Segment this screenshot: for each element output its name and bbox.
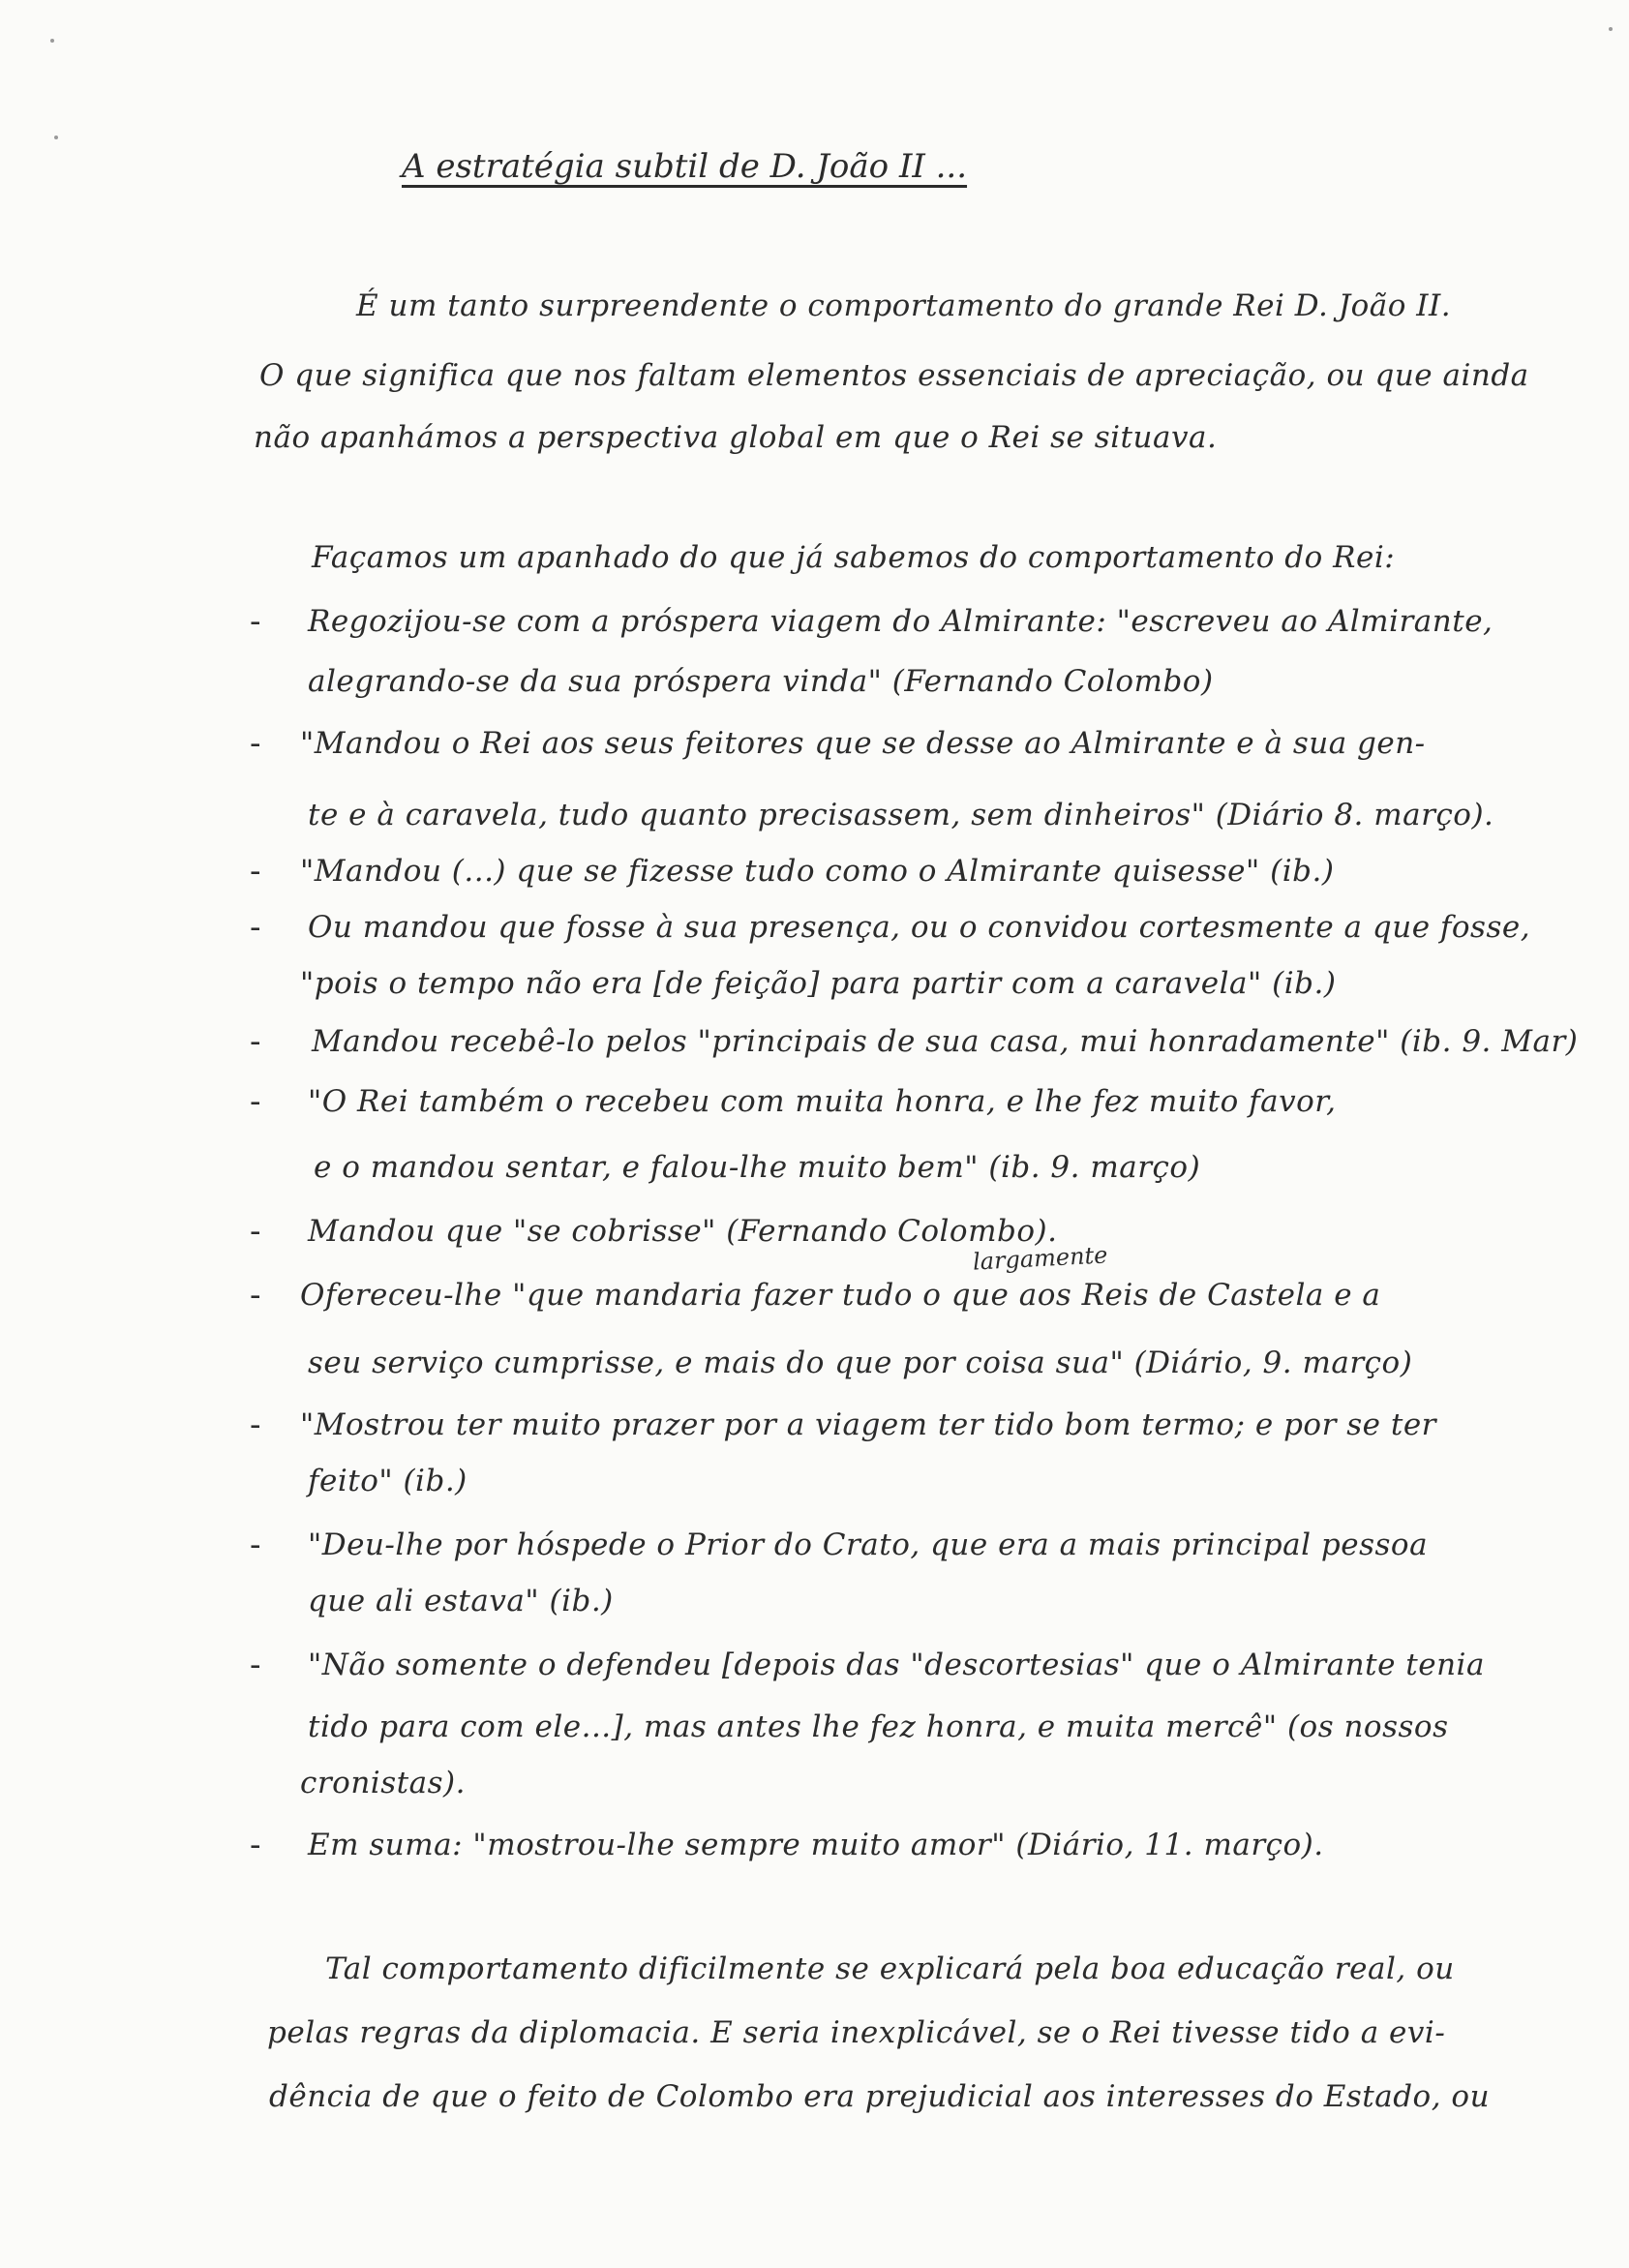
list-item-line: feito" (ib.) [308, 1464, 468, 1498]
list-item-line: Regozijou-se com a próspera viagem do Almirante: "escreveu ao Almirante, [308, 604, 1493, 639]
bullet-dash: - [250, 1022, 261, 1061]
paragraph-line: não apanhámos a perspectiva global em que o Rei se situava. [254, 420, 1218, 455]
list-item-line: "Mostrou ter muito prazer por a viagem ter tido bom termo; e por se ter [300, 1407, 1436, 1442]
summary-intro: Façamos um apanhado do que já sabemos do comportamento do Rei: [312, 540, 1396, 575]
bullet-dash: - [250, 1526, 261, 1564]
paragraph-line: O que significa que nos faltam elementos essenciais de apreciação, ou que ainda [259, 358, 1529, 393]
bullet-dash: - [250, 602, 261, 641]
bullet-dash: - [250, 724, 261, 763]
bullet-dash: - [250, 852, 261, 891]
list-item-line: e o mandou sentar, e falou-lhe muito bem" (ib. 9. março) [314, 1150, 1201, 1185]
paper-speck [50, 39, 54, 43]
list-item-line: Mandou recebê-lo pelos "principais de sua casa, mui honradamente" (ib. 9. Mar) [312, 1024, 1579, 1059]
list-item-line: "Não somente o defendeu [depois das "descortesias" que o Almirante tenia [308, 1648, 1485, 1682]
paper-speck [1609, 27, 1613, 31]
list-item-line: Ofereceu-lhe "que mandaria fazer tudo o que aos Reis de Castela e a [300, 1278, 1381, 1313]
list-item-line: "Mandou o Rei aos seus feitores que se desse ao Almirante e à sua gen- [300, 726, 1426, 761]
list-item-line: que ali estava" (ib.) [308, 1584, 614, 1618]
bullet-dash: - [250, 1276, 261, 1315]
bullet-dash: - [250, 1082, 261, 1121]
list-item-line: "O Rei também o recebeu com muita honra, e lhe fez muito favor, [308, 1084, 1337, 1119]
list-item-line: Em suma: "mostrou-lhe sempre muito amor" (Diário, 11. março). [308, 1828, 1324, 1862]
list-item-line: cronistas). [300, 1766, 466, 1800]
bullet-dash: - [250, 1406, 261, 1444]
paragraph-line: pelas regras da diplomacia. E seria inexplicável, se o Rei tivesse tido a evi- [267, 2015, 1446, 2050]
list-item-line: alegrando-se da sua próspera vinda" (Fernando Colombo) [308, 664, 1214, 699]
list-item-line: te e à caravela, tudo quanto precisassem, sem dinheiros" (Diário 8. março). [308, 798, 1494, 832]
bullet-dash: - [250, 1826, 261, 1864]
interlinear-insertion: largamente [972, 1241, 1109, 1276]
list-item-line: Mandou que "se cobrisse" (Fernando Colombo). [308, 1214, 1058, 1249]
paragraph-line: É um tanto surpreendente o comportamento do grande Rei D. João II. [356, 288, 1452, 323]
paragraph-line: Tal comportamento dificilmente se explicará pela boa educação real, ou [325, 1951, 1455, 1986]
bullet-dash: - [250, 908, 261, 947]
list-item-line: "Mandou (...) que se fizesse tudo como o Almirante quisesse" (ib.) [300, 854, 1335, 889]
bullet-dash: - [250, 1212, 261, 1251]
list-item-line: seu serviço cumprisse, e mais do que por coisa sua" (Diário, 9. março) [308, 1346, 1413, 1380]
list-item-line: tido para com ele...], mas antes lhe fez honra, e muita mercê" (os nossos [308, 1709, 1449, 1744]
paper-speck [54, 136, 58, 139]
list-item-line: "pois o tempo não era [de feição] para partir com a caravela" (ib.) [300, 966, 1337, 1001]
list-item-line: Ou mandou que fosse à sua presença, ou o convidou cortesmente a que fosse, [308, 910, 1531, 945]
bullet-dash: - [250, 1646, 261, 1684]
list-item-line: "Deu-lhe por hóspede o Prior do Crato, que era a mais principal pessoa [308, 1527, 1429, 1562]
paragraph-line: dência de que o feito de Colombo era prejudicial aos interesses do Estado, ou [269, 2079, 1491, 2114]
document-title: A estratégia subtil de D. João II ... [402, 147, 968, 186]
